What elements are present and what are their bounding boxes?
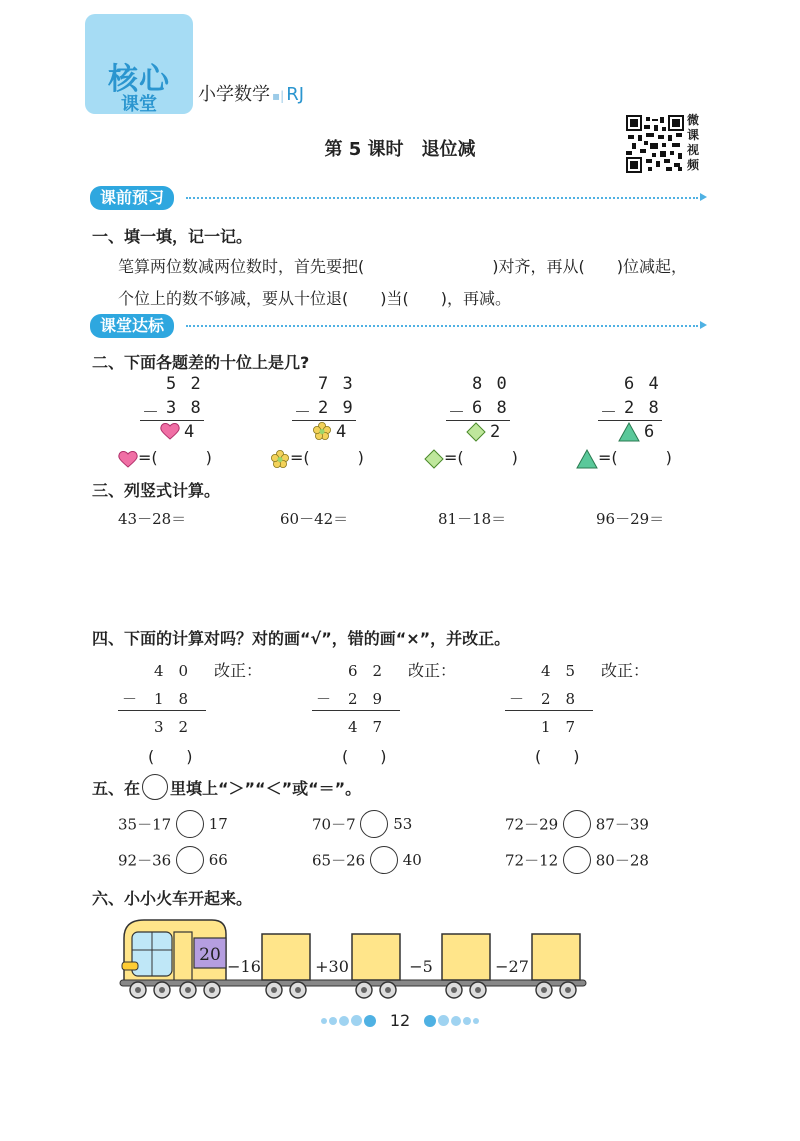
result-ones: 4: [184, 422, 197, 442]
minuend: 4 5: [541, 662, 576, 680]
logo-badge: [85, 14, 193, 114]
subtrahend: 2 9: [318, 398, 355, 418]
train-car-1[interactable]: [262, 934, 310, 980]
section-practice-bar: [90, 314, 710, 336]
result-ones: 6: [644, 422, 657, 442]
compare-left: 72－29: [505, 815, 559, 834]
result: 3 2: [154, 718, 189, 736]
judge-blank[interactable]: ( ): [535, 747, 580, 766]
q1-line2: 个位上的数不够减，要从十位退( )当( )，再减。: [118, 289, 511, 308]
rule-line: [140, 420, 204, 421]
op-3: −5: [409, 957, 433, 976]
judge-blank[interactable]: ( ): [342, 747, 387, 766]
compare-left: 92－36: [118, 851, 172, 870]
triangle-icon: [576, 449, 598, 469]
section-divider: [186, 325, 698, 327]
q3-item-1: 43－28＝: [118, 510, 187, 528]
op-2: +30: [315, 957, 349, 976]
circle-blank-icon: [142, 774, 168, 800]
result-ones: 2: [490, 422, 503, 442]
train-car-2[interactable]: [352, 934, 400, 980]
compare-circle[interactable]: [370, 846, 398, 874]
compare-item: [118, 810, 228, 838]
compare-right: 17: [208, 815, 228, 833]
compare-circle[interactable]: [176, 846, 204, 874]
vertical-subtraction-4: [598, 372, 678, 442]
answer-blank[interactable]: =( ): [138, 448, 212, 467]
edition-label: RJ: [286, 84, 305, 105]
compare-right: 80－28: [595, 851, 649, 870]
section-practice-title: 课堂达标: [90, 314, 174, 338]
minus-sign: －: [600, 403, 619, 423]
start-number: 20: [199, 945, 221, 965]
q3-item-2: 60－42＝: [280, 510, 349, 528]
section-divider: [186, 197, 698, 199]
page-footer: [0, 1010, 800, 1030]
rule-line: [598, 420, 662, 421]
minuend: 7 3: [318, 374, 355, 394]
answer-flower: [270, 445, 364, 468]
section-preview-title: 课前预习: [90, 186, 174, 210]
train-illustration: [116, 912, 596, 1004]
compare-right: 53: [393, 815, 413, 833]
heart-icon: [118, 450, 138, 468]
flower-icon: [312, 422, 332, 440]
q5-heading: [92, 774, 361, 800]
compare-left: 65－26: [312, 851, 366, 870]
minuend: 5 2: [166, 374, 203, 394]
qr-code-icon[interactable]: [626, 115, 684, 173]
compare-item: [312, 846, 422, 874]
q2-heading: 二、下面各题差的十位上是几?: [92, 353, 310, 372]
q1-line1: 笔算两位数减两位数时，首先要把( )对齐，再从( )位减起，: [118, 257, 687, 276]
triangle-icon: [618, 422, 640, 442]
result-ones: 4: [336, 422, 349, 442]
rule-line: [118, 710, 206, 711]
answer-blank[interactable]: =( ): [598, 448, 672, 467]
q5-heading-a: 五、在: [92, 778, 141, 798]
answer-blank[interactable]: =( ): [444, 448, 518, 467]
q6-heading: 六、小小火车开起来。: [92, 889, 253, 908]
subtrahend: 6 8: [472, 398, 509, 418]
minus-sign: －: [142, 403, 161, 423]
answer-heart: [118, 445, 212, 468]
compare-right: 66: [208, 851, 228, 869]
compare-item: [505, 810, 649, 838]
compare-item: [312, 810, 412, 838]
q5-heading-b: 里填上“＞”“＜”或“＝”。: [170, 778, 362, 798]
wheel-hubs: [135, 987, 571, 993]
compare-left: 72－12: [505, 851, 559, 870]
subject-name: 小学数学: [198, 84, 270, 105]
minus-sign: －: [316, 690, 332, 708]
train-engine: [122, 920, 226, 982]
subtrahend: 2 9: [348, 690, 383, 708]
compare-item: [505, 846, 649, 874]
diamond-icon: [466, 422, 486, 442]
lesson-title: 第 5 课时 退位减: [324, 139, 476, 160]
correct-label: 改正：: [408, 661, 457, 680]
compare-circle[interactable]: [360, 810, 388, 838]
rule-line: [292, 420, 356, 421]
train-car-3[interactable]: [442, 934, 490, 980]
op-1: −16: [227, 957, 261, 976]
q1-heading: 一、填一填，记一记。: [92, 227, 253, 246]
arrow-right-icon: [700, 193, 707, 201]
section-preview-bar: [90, 186, 710, 208]
minuend: 6 2: [348, 662, 383, 680]
subject-label: 小学数学 ▪| RJ: [198, 84, 305, 105]
diamond-icon: [424, 449, 444, 469]
heart-icon: [160, 422, 180, 440]
op-4: −27: [495, 957, 529, 976]
train-car-4[interactable]: [532, 934, 580, 980]
compare-right: 40: [402, 851, 422, 869]
subtrahend: 2 8: [541, 690, 576, 708]
compare-item: [118, 846, 228, 874]
rule-line: [505, 710, 593, 711]
answer-triangle: [576, 445, 672, 469]
subtrahend: 1 8: [154, 690, 189, 708]
q3-heading: 三、列竖式计算。: [92, 481, 221, 500]
qr-label: 微课视频: [687, 113, 700, 172]
compare-left: 35－17: [118, 815, 172, 834]
correct-label: 改正：: [601, 661, 650, 680]
minuend: 4 0: [154, 662, 189, 680]
q4-heading: 四、下面的计算对吗？对的画“√”，错的画“×”，并改正。: [92, 629, 511, 648]
rule-line: [312, 710, 400, 711]
compare-circle[interactable]: [176, 810, 204, 838]
compare-circle[interactable]: [563, 810, 591, 838]
page-number: 12: [389, 1011, 411, 1030]
q3-item-4: 96－29＝: [596, 510, 665, 528]
flower-icon: [270, 450, 290, 468]
minuend: 6 4: [624, 374, 661, 394]
subtrahend: 2 8: [624, 398, 661, 418]
minus-sign: －: [448, 403, 467, 423]
check-item-1: [118, 656, 318, 766]
vertical-subtraction-1: [140, 372, 220, 442]
minus-sign: －: [509, 690, 525, 708]
correct-label: 改正：: [214, 661, 263, 680]
result: 1 7: [541, 718, 576, 736]
minuend: 8 0: [472, 374, 509, 394]
compare-left: 70－7: [312, 815, 356, 834]
result: 4 7: [348, 718, 383, 736]
minus-sign: －: [294, 403, 313, 423]
logo-sub-text: 课堂: [121, 94, 157, 115]
subtrahend: 3 8: [166, 398, 203, 418]
logo-main-text: 核心: [108, 62, 170, 97]
check-item-2: [312, 656, 512, 766]
compare-right: 87－39: [595, 815, 649, 834]
q3-item-3: 81－18＝: [438, 510, 507, 528]
check-item-3: [505, 656, 705, 766]
vertical-subtraction-3: [446, 372, 526, 442]
judge-blank[interactable]: ( ): [148, 747, 193, 766]
minus-sign: －: [122, 690, 138, 708]
answer-blank[interactable]: =( ): [290, 448, 364, 467]
compare-circle[interactable]: [563, 846, 591, 874]
answer-diamond: [424, 445, 518, 469]
rule-line: [446, 420, 510, 421]
vertical-subtraction-2: [292, 372, 372, 442]
arrow-right-icon: [700, 321, 707, 329]
